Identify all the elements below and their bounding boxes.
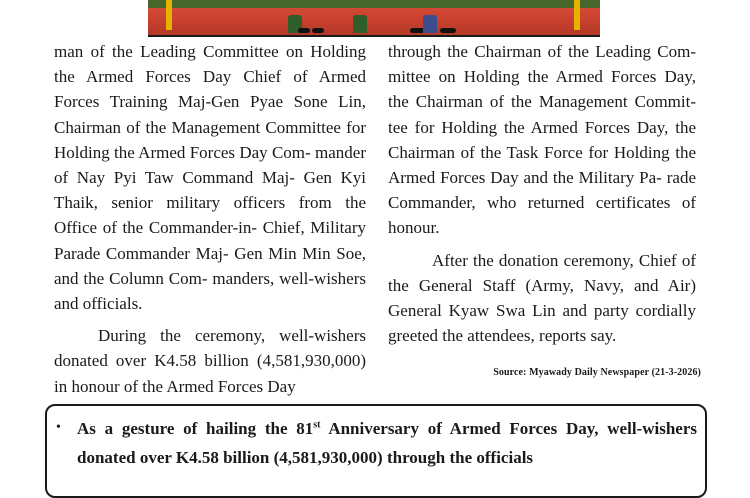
- article-column-right: [388, 39, 696, 348]
- text-line: mittee on Holding the Armed Forces Day,: [388, 67, 696, 87]
- paragraph: [54, 39, 366, 316]
- text-line: Forces Training Maj-Gen Pyae Sone Lin,: [54, 92, 366, 112]
- paragraph: [54, 323, 366, 399]
- text-line: After the donation ceremony, Chief: [432, 250, 677, 270]
- text-line: the Armed Forces Day and the Military Pa-: [388, 142, 696, 188]
- text-line: from the Office of the Commander-in-: [54, 193, 366, 238]
- text-line: Chief, Military Parade Commander Maj-: [54, 218, 367, 263]
- photo-shoe: [298, 28, 310, 33]
- text-line: in honour of the Armed Forces Day: [54, 376, 296, 396]
- text-line: During the ceremony, well-wishers: [98, 326, 366, 346]
- text-line: rade Commander, who returned certificates: [388, 168, 697, 213]
- bullet-icon: •: [56, 420, 61, 435]
- text-line: through the Chairman of the Leading Com-: [388, 42, 696, 61]
- photo-flag: [574, 0, 580, 30]
- text-line: of honour.: [388, 193, 696, 238]
- photo-shoe: [440, 28, 456, 33]
- text-line: mander of Nay Pyi Taw Command Maj-: [54, 142, 366, 188]
- text-line: manders, well-wishers and officials.: [54, 268, 366, 314]
- text-line: the Armed Forces Day Chief of Armed: [54, 67, 366, 87]
- text-line: Chairman of the Management Committee: [54, 117, 341, 137]
- photo-background-stripe: [148, 0, 600, 8]
- highlight-line: donated over K4.58 billion (4,581,930,000) through the officials: [77, 448, 534, 467]
- text-line: Gen Kyi Thaik, senior military officers: [54, 168, 367, 213]
- text-line: of the General Staff (Army, Navy, and Air): [388, 250, 696, 295]
- photo-figure: [353, 15, 367, 33]
- photo-shoe: [312, 28, 324, 33]
- paragraph: [388, 39, 696, 241]
- source-credit: Source: Myawady Daily Newspaper (21-3-2026): [493, 367, 701, 378]
- highlight-text: [77, 414, 697, 472]
- event-photo: [148, 0, 600, 37]
- text-line: for Holding the Armed Forces Day Com-: [54, 117, 366, 162]
- article-column-left: [54, 39, 366, 399]
- highlight-line: Anniversary of Armed Forces Day, well-wishers: [320, 419, 697, 438]
- ordinal-suffix: st: [313, 419, 321, 431]
- text-line: donated over K4.58 billion (4,581,930,000): [54, 351, 366, 371]
- text-line: the Chairman of the Management Commit-: [388, 92, 696, 112]
- text-line: General Kyaw Swa Lin and party cordially: [388, 301, 696, 321]
- text-line: tee for Holding the Armed Forces Day, the: [388, 117, 696, 137]
- photo-flag: [166, 0, 172, 30]
- photo-figure: [423, 15, 437, 33]
- paragraph: [388, 248, 696, 349]
- highlight-line: As a gesture of hailing the 81: [77, 419, 314, 438]
- text-line: Gen Min Min Soe, and the Column Com-: [54, 243, 367, 288]
- text-line: man of the Leading Committee on Holding: [54, 42, 366, 61]
- text-line: greeted the attendees, reports say.: [388, 326, 617, 346]
- highlight-box: [45, 404, 707, 498]
- text-line: Chairman of the Task Force for Holding: [388, 142, 670, 162]
